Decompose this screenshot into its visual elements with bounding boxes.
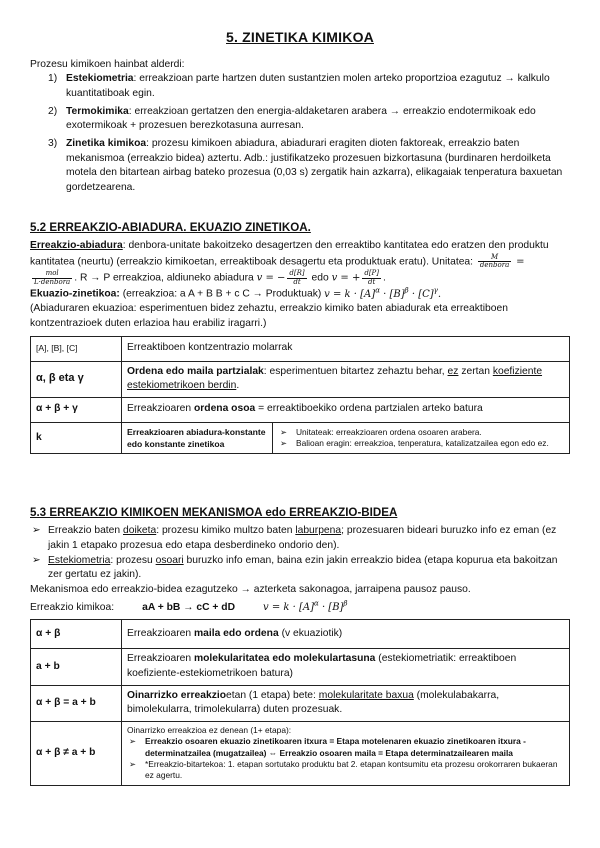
intro-list — [30, 72, 570, 195]
arrow-bullet-icon: ➢ — [129, 758, 137, 769]
list-item: ➢ Erreakzio baten doiketa: prozesu kimiko multzo baten laburpena; prozesuaren bideari buruzko info ez eman (ez jakin 1 etapako prozesua edo etapa desberdineko ondorio den). — [32, 525, 557, 552]
mechanism-bullets — [30, 524, 570, 582]
rate-fraction: $\frac{d[R]}{dt}$ — [289, 269, 305, 286]
intro-item: 2) Termokimika: erreakzioan gertatzen den energia-aldaketaren arabera → erreakzio endotermikoak edo exotermikoak + prozesuen berezkotasuna aurresan. — [48, 105, 536, 132]
term-estekiometria: Estekiometria — [66, 73, 134, 85]
section-5-2 — [30, 220, 570, 454]
non-elementary-bullets: ➢ Erreakzio osoaren ekuazio zinetikoaren itxura = Etapa motelenaren ekuazio zinetikoaren itxura - determinatzailea (mugatzailea) ⇔ Erreakzio osoaren maila = Etapa determinatzailearen maila ➢ *Erreakzio-bitartekoa: 1. etapan sortutako produktu bat 2. etapan kontsumitu eta prozesu orokorraren bukaeran ez agertu. — [129, 736, 558, 781]
unit-fraction: $\frac{\text{mol}}{\text{L·denbora}}$ — [34, 269, 71, 286]
unit-fraction: $\frac{M}{\text{denbora}}$ — [479, 253, 510, 270]
section-heading: 5.3 ERREAKZIO KIMIKOEN MEKANISMOA edo ERREAKZIO-BIDEA — [30, 506, 398, 519]
page-title: 5. ZINETIKA KIMIKOA — [226, 29, 374, 45]
rate-equation-note: (Abiaduraren ekuazioa: esperimentuen bidez zehaztu, erreakzio kimiko baten abiadurak eta erreaktiboen kontzentrazioek duten erlazioa hau erabiliz iragarri.) — [30, 303, 508, 329]
table-row: α + β ≠ a + b Oinarrizko erreakzioa ez denean (1+ etapa): ➢ Erreakzio osoaren ekuazio zinetikoaren itxura = Etapa motelenaren ekuazio zinetikoaren itxura - determinatzailea (mugatzailea) ⇔ Erreakzio osoaren maila = Etapa determinatzailearen maila ➢ *Erreakzio-bitartekoa: 1. etapan sortutako produktu bat 2. etapan kontsumitu eta prozesu orokorraren bukaeran ez agertu. — [31, 721, 570, 785]
arrow-bullet-icon: ➢ — [129, 736, 137, 747]
term-termokimika: Termokimika — [66, 105, 129, 117]
arrow-bullet-icon: ➢ — [32, 554, 41, 566]
table-row: a + b Erreakzioaren molekularitatea edo molekulartasuna (estekiometriatik: erreaktiboen koefiziente-estekiometrikoen batura) — [31, 649, 570, 685]
table-row: α + β = a + b Oinarrizko erreakzioetan (1 etapa) bete: molekularitate baxua (molekulabakarra, bimolekularra, trimolekularra) duten prozesuak. — [31, 685, 570, 721]
intro-item: 3) Zinetika kimikoa: prozesu kimikoen abiadura, abiadurari eragiten dioten faktoreak, erreakzio baten mekanismoa (erreakzio bidea) aztertu. Adb.: justifikatzeko prozesuen bizkortasuna (burdinaren herdoilketa motela den bitartean airbag bateko prozesua (0,03 s) zergatik hain azkarra), elikagaiak tenperatura baxuetan gordetzearena. — [48, 137, 563, 193]
reaction-line: Erreakzio kimikoa: aA + bB → cC + dD $v = k \cdot [A]^\alpha \cdot [B]^\beta$ — [30, 599, 348, 613]
rate-law-formula: $v = k \cdot [A]^\alpha \cdot [B]^\beta \cdot [C]^\gamma$. — [324, 286, 442, 300]
table-row: k Erreakzioaren abiadura-konstante edo konstante zinetikoa ➢ Unitateak: erreakzioaren ordena osoaren arabera. ➢ Balioan eragin: erreakzioa, tenperatura, katalizatzailea egon edo ez. — [31, 422, 570, 453]
table-row: α + β Erreakzioaren maila edo ordena (v ekuaziotik) — [31, 620, 570, 649]
arrow-bullet-icon: ➢ — [280, 426, 288, 437]
mechanism-table — [30, 619, 570, 785]
table-row: [A], [B], [C] Erreaktiboen kontzentrazio molarrak — [31, 336, 570, 361]
term-zinetika: Zinetika kimikoa — [66, 137, 147, 149]
table-row: α, β eta γ Ordena edo maila partzialak: esperimentuen bitartez zehaztu behar, ez zertan koefiziente estekiometrikoen berdin. — [31, 361, 570, 397]
list-item: ➢ Estekiometria: prozesu osoari buruzko info eman, baina ezin jakin erreakzio bidea (etapa kopurua eta bakoitzan zer gertatu ez jakin). — [32, 554, 558, 581]
section-heading: 5.2 ERREAKZIO-ABIADURA. EKUAZIO ZINETIKOA. — [30, 221, 311, 234]
mechanism-note: Mekanismoa edo erreakzio-bidea ezagutzeko → azterketa sakonagoa, jarraipena pausoz pauso. — [30, 583, 471, 595]
rate-terms-table — [30, 336, 570, 455]
k-bullets: ➢ Unitateak: erreakzioaren ordena osoaren arabera. ➢ Balioan eragin: erreakzioa, tenperatura, katalizatzailea egon edo ez. — [280, 426, 549, 448]
section-5-3 — [30, 505, 570, 786]
rate-definition: Erreakzio-abiadura: denbora-unitate bakoitzeko desagertzen den erreaktibo kantitatea edo eratzen den produktu kantitatea (neurtu) (erreakzio kimikoetan, erreaktiboak desagertu eta produktuak eratu). Unitatea: $\frac{M}{\text{denbora}}$ = $\frac{\text{mol}}{\text{L·denbora}}$ . R → P erreakzioa, aldiuneko abiadura v = − $\frac{d[R]}{dt}$ edo v = + $\frac{d[P]}{dt}$ . — [30, 240, 549, 286]
intro-lead: Prozesu kimikoen hainbat alderdi: — [30, 58, 185, 70]
intro-item: 1) Estekiometria: erreakzioan parte hartzen duten sustantzien molen arteko proportzioa ezagutuz → kalkulo kuantitatiboak egin. — [48, 73, 550, 100]
rate-fraction: $\frac{d[P]}{dt}$ — [364, 269, 379, 286]
arrow-bullet-icon: ➢ — [32, 525, 41, 537]
arrow-bullet-icon: ➢ — [280, 437, 288, 448]
rate-equation: Ekuazio-zinetikoa: (erreakzioa: a A + B B + c C → Produktuak) $v = k \cdot [A]^\alpha \cdot [B]^\beta \cdot [C]^\gamma$. — [30, 286, 442, 300]
table-row: α + β + γ Erreakzioaren ordena osoa = erreaktiboekiko ordena partzialen arteko batura — [31, 397, 570, 422]
